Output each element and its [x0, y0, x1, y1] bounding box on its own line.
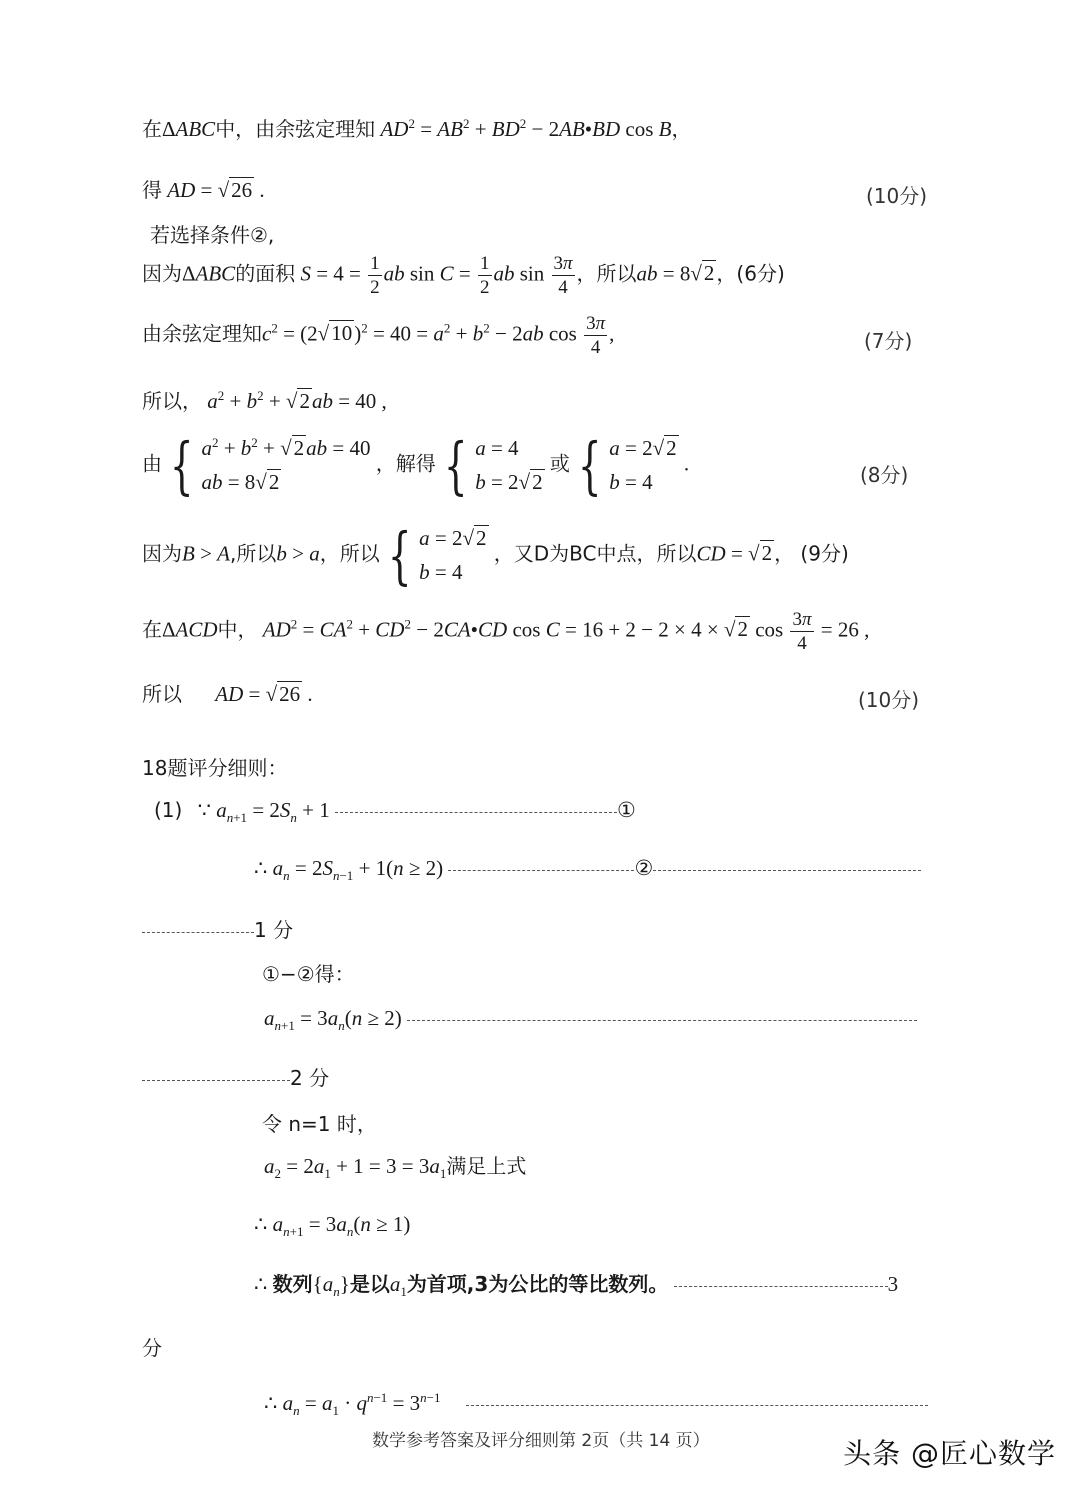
score-10-second: (10分)	[858, 688, 920, 712]
geometric-sequence-line: ∴ 数列$\{a_n\}$是以$a_1$为首项,3为公比的等比数列。 3	[254, 1272, 899, 1300]
q18-heading: 18题评分细则：	[142, 756, 288, 780]
subtract-line: ①−②得：	[262, 962, 355, 986]
recurrence-line: $a_{n+1} = 3a_n(n \ge 2)$	[264, 1006, 917, 1034]
score-1-line: 1 分	[142, 918, 293, 943]
area-line: 因为ΔABC的面积 S = 4 = $\frac{1}{2}$ ab sin C = $\frac{1}{2}$ ab sin $\frac{3\pi}{4}$ ，所以ab = 8√2 ，(6分)	[142, 253, 785, 298]
a2-check-line: $a_2 = 2a_1 + 1 = 3 = 3a_1$满足上式	[264, 1154, 527, 1182]
let-n-line: 令 n=1 时，	[262, 1112, 377, 1136]
score-10-first: (10分)	[866, 184, 928, 208]
q18-eq1-line: (1) ∵ $a_{n+1} = 2S_n + 1$ ①	[154, 798, 636, 826]
q18-eq2-line: ∴ $a_n = 2S_{n-1} + 1(n \ge 2)$ ②	[254, 856, 921, 884]
score-8: (8分)	[860, 463, 909, 487]
sum-squares-line: 所以， $a^2 + b^2 + √2ab = 40$ ,	[142, 388, 387, 413]
final-ad-line: 所以 AD = √26 .	[142, 682, 313, 706]
score-3-unit: 分	[142, 1336, 162, 1360]
system-solve-line: 由 { $a^2 + b^2 + √2ab = 40$ ab = 8√2 ，解得 { a = 4 b = 2√2 或 { a = 2√2 b = 4 .	[142, 428, 690, 502]
recurrence-general-line: ∴ $a_{n+1} = 3a_n(n \ge 1)$	[254, 1212, 411, 1240]
triangle-acd-line: 在ΔACD中， $AD^2 = CA^2 + CD^2$ − 2CA•CD cos C = 16 + 2 − 2 × 4 × √2 cos $\frac{3\pi}{4}$ = 26 ,	[142, 609, 870, 654]
page-footer: 数学参考答案及评分细则第 2页（共 14 页）	[372, 1431, 710, 1451]
cosine-law-c-line: 由余弦定理知$c^2 = (2√10)^2 = 40 = a^2 + b^2 - 2ab$ cos $\frac{3\pi}{4}$ ,	[142, 313, 615, 358]
score-2-line: 2 分	[142, 1066, 329, 1091]
cosine-law-abd-line: 在ΔABC中，由余弦定理知 $AD^2 = AB^2 + BD^2$ − 2AB•BD cos B，	[142, 116, 692, 141]
ad-result-line: 得 AD = √26 .	[142, 178, 265, 202]
general-term-line: ∴ $a_n = a_1 \cdot q^{n-1} = 3^{n-1}$	[264, 1390, 928, 1419]
watermark: 头条 @匠心数学	[843, 1437, 1056, 1470]
score-7: (7分)	[864, 329, 913, 353]
condition-2-heading: 若选择条件②,	[150, 223, 275, 247]
angle-comparison-line: 因为B > A,所以b > a，所以 { a = 2√2 b = 4 ，又D为BC中点，所以CD = √2 ， (9分)	[142, 518, 849, 592]
